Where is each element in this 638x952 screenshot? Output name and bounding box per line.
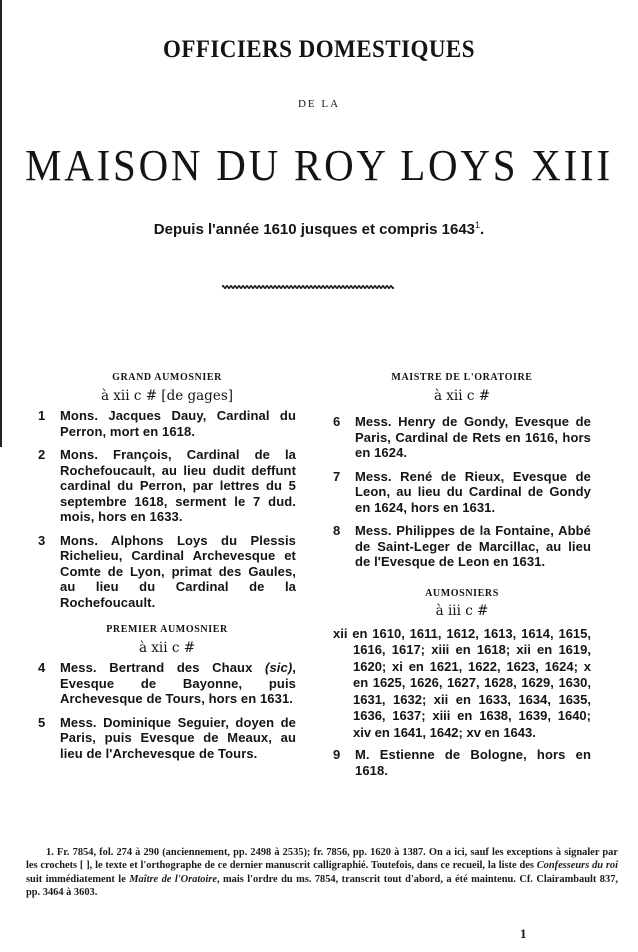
entry-number: 8 [333,523,341,539]
entry-text-part: , Evesque de Bayonne, puis Archevesque de Tours, hors en 1631. [60,660,296,707]
entry-text: Mess. Philippes de la Fontaine, Abbé de Saint-Leger de Marcillac, au lieu de l'Evesque de Leon en 1631. [355,523,591,570]
entry-number: 9 [333,747,341,763]
entry-text: M. Estienne de Bologne, hors en 1618. [355,747,591,778]
list-item [38,533,296,611]
list-item [38,715,296,762]
section-wage: à xii c # [138,639,196,656]
list-item [38,408,296,439]
entry-text-part: Mess. Bertrand des Chaux [60,660,266,676]
footnote-text-part: suit immédiatement le [26,873,130,885]
section-aumosniers [333,586,591,779]
section-wage: à iii c # [435,603,489,620]
title-de-la: DE LA [297,98,341,110]
wavy-rule-divider [222,283,394,291]
title-officiers-domestiques: OFFICIERS DOMESTIQUES [163,36,475,63]
entry-text: Mess. Dominique Seguier, doyen de Paris, puis Evesque de Meaux, au lieu de l'Archevesque de Tours. [60,714,296,761]
right-column [333,370,591,786]
footnote-italic-title: Confesseurs du roi [536,860,618,872]
footnote-ref[interactable]: 1 [475,220,481,230]
subtitle: Depuis l'année 1610 jusques et compris 1643$^1$. [153,220,485,238]
section-title: GRAND AUMOSNIER [112,372,222,383]
entry-text: Mons. Jacques Dauy, Cardinal du Perron, mort en 1618. [60,408,296,439]
list-item [38,447,296,525]
footnote-text [26,847,618,898]
entry-text [60,660,296,707]
sic-annotation: (sic) [265,660,293,676]
entry-number: 1 [38,408,46,424]
subtitle-text: Depuis l'année 1610 jusques et compris 1643 [153,221,476,238]
section-title: AUMOSNIERS [425,587,499,599]
footnote-italic-title: Maître de l'Oratoire [129,873,217,885]
section-wage: à xii c # [433,387,491,404]
list-item [38,660,296,707]
footnote [26,846,618,900]
list-item [333,414,591,461]
footnote-text-part: 1. Fr. 7854, fol. 274 à 290 (anciennement, pp. 2498 à 2535); fr. 7856, pp. 1620 à 1387. On a ici, sauf les exceptions à signaler par les crochets [ ], le texte et l'orthographe de ce dernier manuscrit calligraphié. Toutefois, dans ce recueil, la liste des [26,847,618,872]
entry-number: 7 [333,468,341,484]
section-title: PREMIER AUMOSNIER [106,624,228,636]
entry-text: Mess. René de Rieux, Evesque de Leon, au lieu du Cardinal de Gondy en 1624, hors en 1631. [355,468,591,515]
left-column [38,370,296,769]
list-item [333,469,591,516]
entry-number: 3 [38,532,46,548]
footnote-text-part: , mais l'ordre du ms. 7854, transcrit tout d'abord, a été maintenu. Cf. Clairambault 837, pp. 3464 à 3603. [26,873,618,899]
page-number: 1 [520,926,527,941]
entry-number: 4 [38,660,46,676]
entry-number: 2 [38,447,46,463]
section-premier-aumosnier [38,622,296,761]
list-item [333,747,591,778]
list-item [333,523,591,570]
section-title: MAISTRE DE L'ORATOIRE [391,372,533,383]
entry-text: Mess. Henry de Gondy, Evesque de Paris, Cardinal de Rets en 1616, hors en 1624. [355,414,591,461]
section-wage: à xii c # [de gages] [100,387,234,404]
section-grand-aumosnier [38,370,296,610]
entry-number: 5 [38,714,46,730]
entry-text: Mons. François, Cardinal de la Rochefoucault, au lieu dudit deffunt cardinal du Perron, par lettres du 5 septembre 1618, serment le 7 dud. mois, hors en 1633. [60,447,296,525]
entry-number: 6 [333,414,341,430]
aumosniers-count-by-year: xii en 1610, 1611, 1612, 1613, 1614, 1615, 1616, 1617; xiii en 1618; xii en 1619, 1620; xi en 1621, 1622, 1623, 1624; x en 1625, 1626, 1627, 1628, 1629, 1630, 1631, 1632; xii en 1633, 1634, 1635, 1636, 1637; xiii en 1638, 1639, 1640; xiv en 1641, 1642; xv en 1643. [333,625,591,740]
section-maistre-oratoire [333,370,591,570]
title-maison-du-roy: MAISON DU ROY LOYS XIII [25,141,613,190]
entry-text: Mons. Alphons Loys du Plessis Richelieu, Cardinal Archevesque et Comte de Lyon, primat des Gaules, au lieu du Cardinal de la Rochefoucault. [60,532,296,610]
